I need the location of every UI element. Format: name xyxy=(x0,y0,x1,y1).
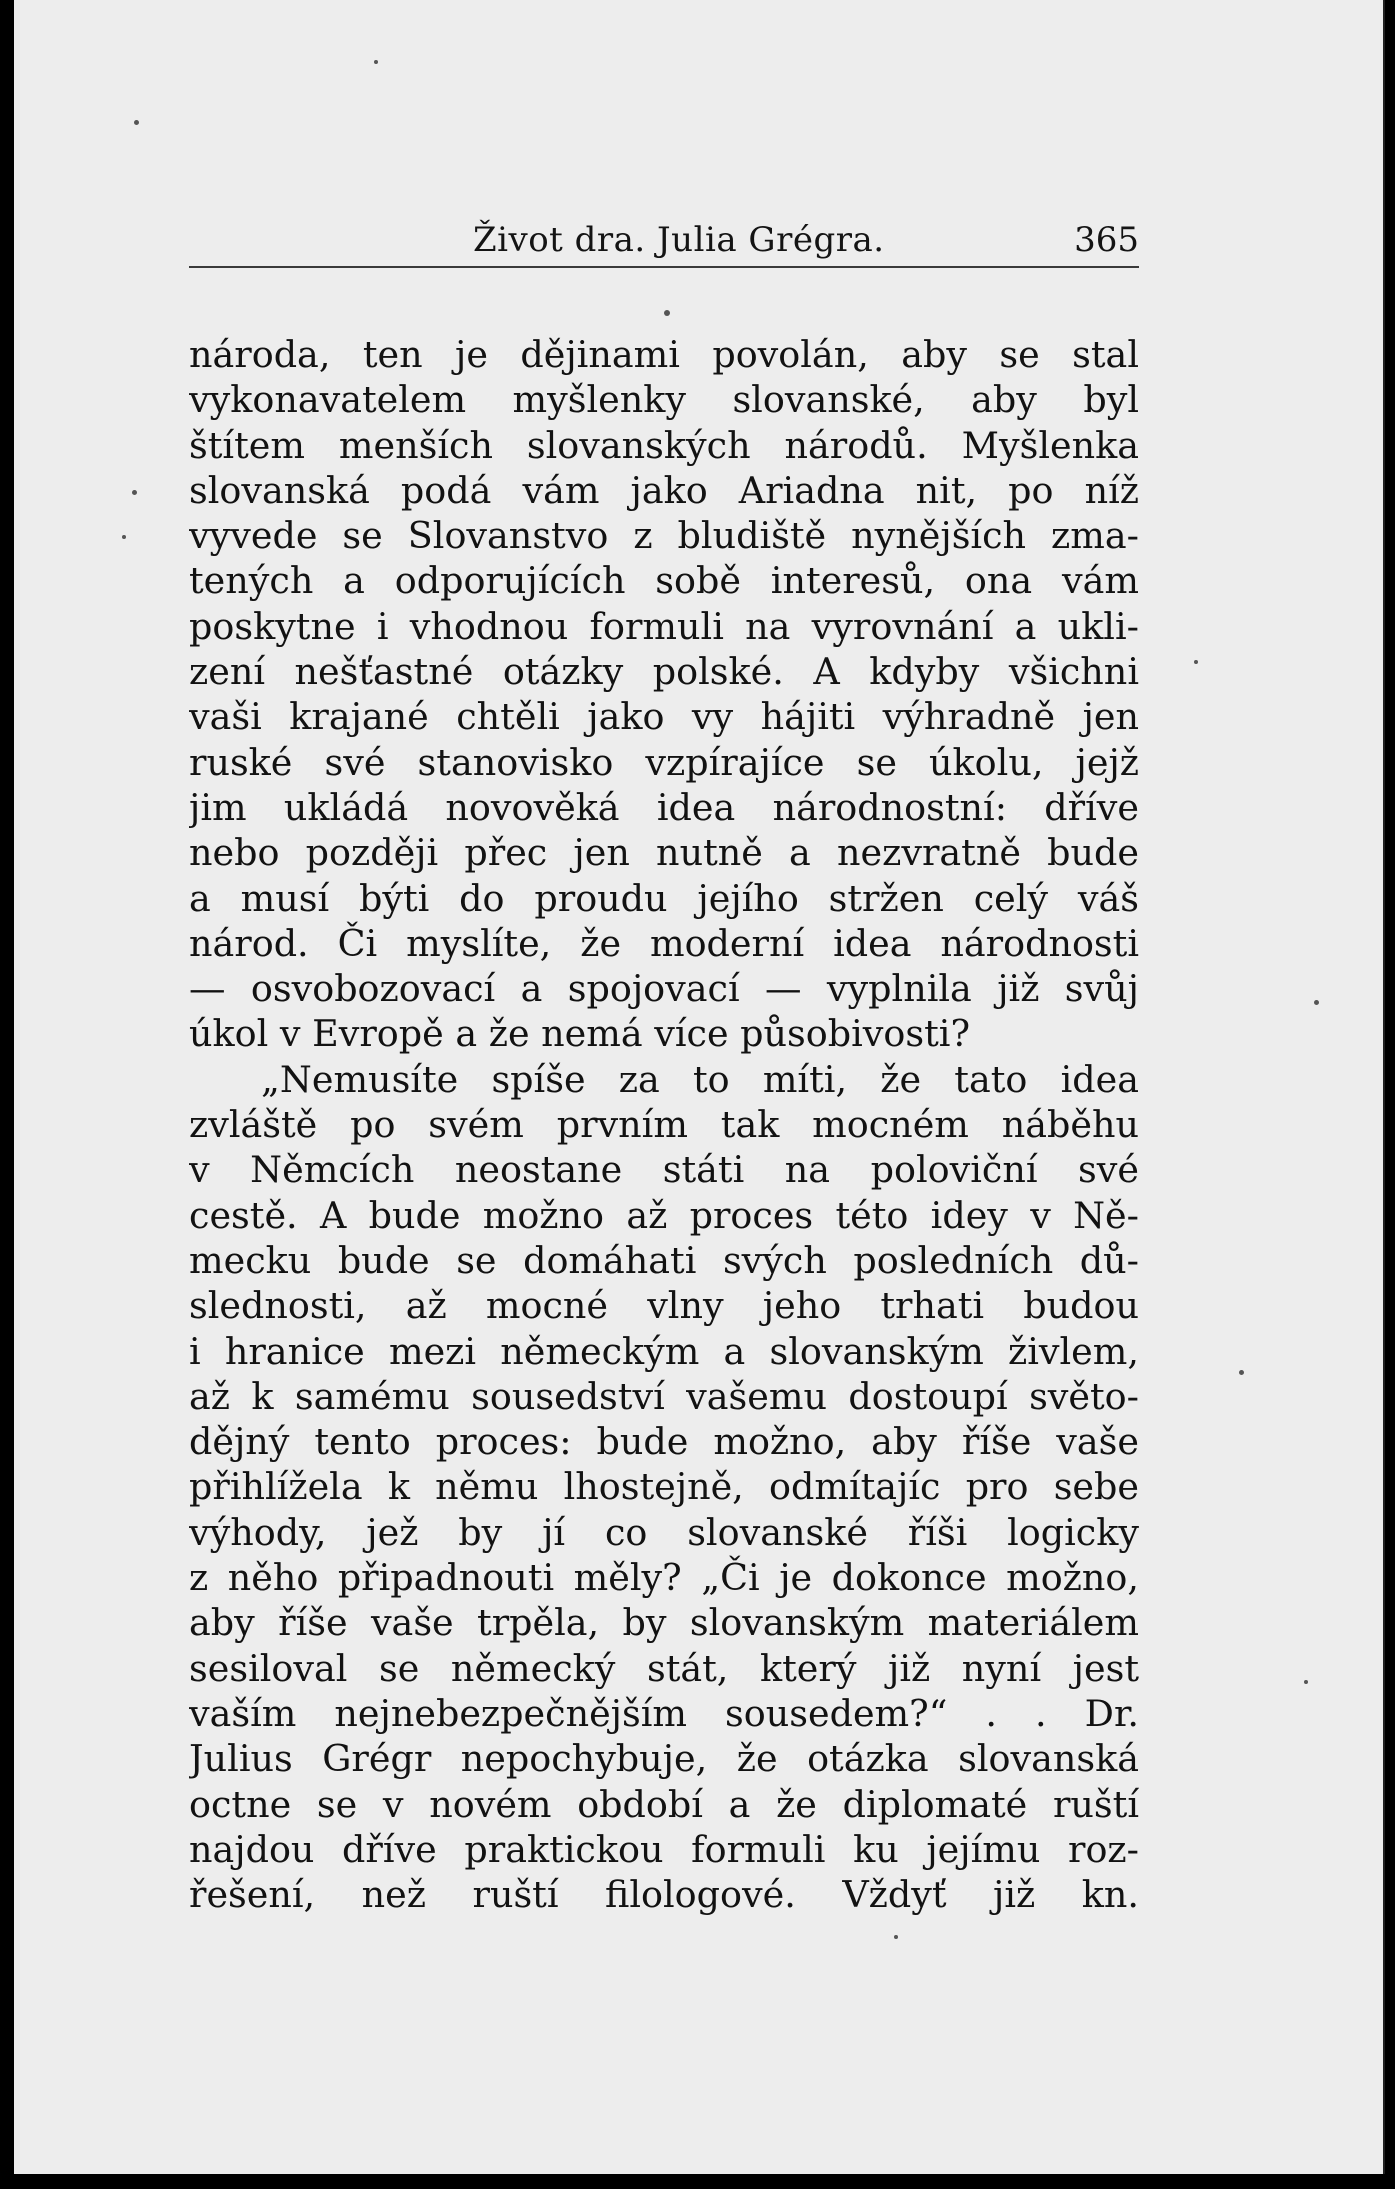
text-line: a musí býti do proudu jejího stržen celý váš xyxy=(189,876,1139,920)
text-line: „Nemusíte spíše za to míti, že tato idea xyxy=(261,1057,1139,1101)
text-line: octne se v novém období a že diplomaté ruští xyxy=(189,1782,1139,1826)
page-number: 365 xyxy=(1074,220,1139,260)
speckle xyxy=(1314,1000,1319,1005)
text-line: národa, ten je dějinami povolán, aby se stal xyxy=(189,333,1139,376)
speckle xyxy=(122,535,126,539)
text-line: až k samému sousedství vašemu dostoupí světo- xyxy=(189,1374,1139,1418)
text-line: slovanská podá vám jako Ariadna nit, po níž xyxy=(189,468,1139,512)
speckle xyxy=(132,490,137,495)
body-text xyxy=(189,332,1139,1917)
text-line: přihlížela k němu lhostejně, odmítajíc pro sebe xyxy=(189,1465,1139,1509)
text-line: z něho připadnouti měly? „Či je dokonce možno, xyxy=(189,1556,1139,1600)
text-line: jim ukládá novověká idea národnostní: dříve xyxy=(189,785,1139,829)
text-line: — osvobozovací a spojovací — vyplnila již svůj xyxy=(189,967,1139,1011)
text-line: Julius Grégr nepochybuje, že otázka slovanská xyxy=(189,1737,1139,1781)
text-line: najdou dříve praktickou formuli ku jejímu roz- xyxy=(189,1827,1139,1871)
text-line: štítem menších slovanských národů. Myšlenka xyxy=(189,423,1139,467)
speckle xyxy=(1239,1370,1244,1375)
text-line: poskytne i vhodnou formuli na vyrovnání a ukli- xyxy=(189,604,1139,648)
speckle xyxy=(134,120,139,125)
text-line: v Němcích neostane státi na poloviční své xyxy=(189,1148,1139,1192)
text-line: zení nešťastné otázky polské. A kdyby všichni xyxy=(189,650,1139,694)
text-line: vaši krajané chtěli jako vy hájiti výhradně jen xyxy=(189,695,1139,739)
page-header xyxy=(189,220,1139,264)
text-line: tených a odporujících sobě interesů, ona vám xyxy=(189,559,1139,603)
speckle xyxy=(1194,660,1198,664)
text-line: vykonavatelem myšlenky slovanské, aby byl xyxy=(189,378,1139,422)
text-line: národ. Či myslíte, že moderní idea národnosti xyxy=(189,921,1139,965)
text-line: cestě. A bude možno až proces této idey v Ně- xyxy=(189,1193,1139,1237)
speckle xyxy=(374,60,378,64)
text-line: dějný tento proces: bude možno, aby říše vaše xyxy=(189,1420,1139,1464)
speckle xyxy=(1304,1680,1308,1684)
text-line: sesiloval se německý stát, který již nyní jest xyxy=(189,1646,1139,1690)
running-title: Život dra. Julia Grégra. xyxy=(473,220,885,260)
header-rule xyxy=(189,266,1139,268)
text-line: vaším nejnebezpečnějším sousedem?“ . . Dr. xyxy=(189,1691,1139,1735)
text-line: slednosti, až mocné vlny jeho trhati budou xyxy=(189,1284,1139,1328)
text-line: řešení, než ruští filologové. Vždyť již kn. xyxy=(189,1873,1139,1917)
speckle xyxy=(894,1935,898,1939)
text-line: nebo později přec jen nutně a nezvratně bude xyxy=(189,831,1139,875)
speckle xyxy=(664,310,670,316)
text-line: výhody, jež by jí co slovanské říši logicky xyxy=(189,1510,1139,1554)
text-line: zvláště po svém prvním tak mocném náběhu xyxy=(189,1103,1139,1147)
text-line: i hranice mezi německým a slovanským živlem, xyxy=(189,1329,1139,1373)
text-line: vyvede se Slovanstvo z bludiště nynějších zma- xyxy=(189,514,1139,558)
book-page xyxy=(14,0,1385,2174)
text-line: úkol v Evropě a že nemá více působivosti? xyxy=(189,1012,971,1056)
text-line: mecku bude se domáhati svých posledních dů- xyxy=(189,1238,1139,1282)
text-line: ruské své stanovisko vzpírajíce se úkolu, jejž xyxy=(189,740,1139,784)
text-line: aby říše vaše trpěla, by slovanským materiálem xyxy=(189,1601,1139,1645)
